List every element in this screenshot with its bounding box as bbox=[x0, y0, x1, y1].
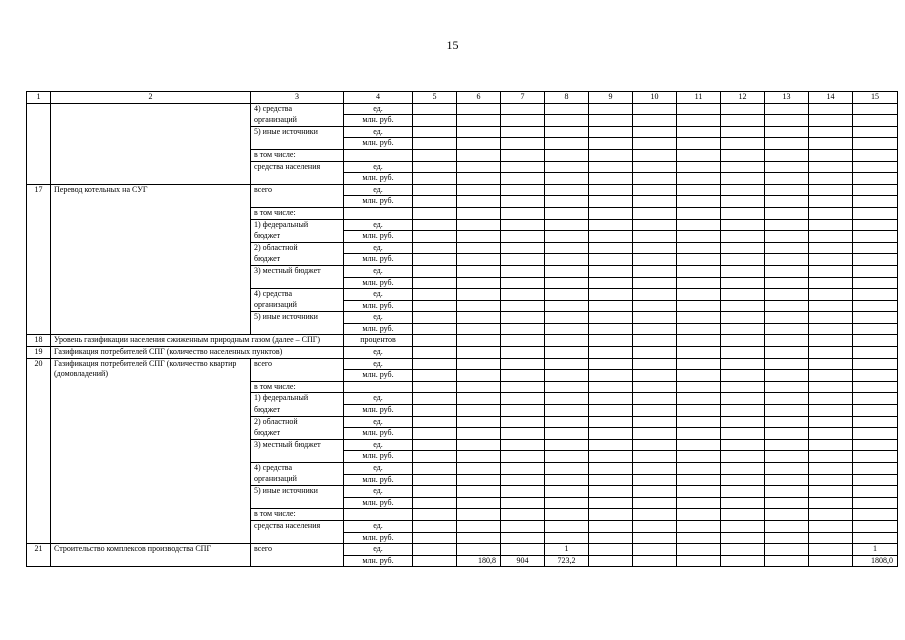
row-name-cell: Газификация потребителей СПГ (количество квартир (домовладений) bbox=[51, 358, 251, 544]
source-label: организаций bbox=[251, 474, 344, 486]
unit-cell: ед. bbox=[344, 126, 413, 138]
table-row bbox=[27, 544, 898, 556]
table-row bbox=[27, 103, 898, 115]
unit-cell: млн. руб. bbox=[344, 370, 413, 382]
unit-cell: ед. bbox=[344, 161, 413, 173]
unit-cell: ед. bbox=[344, 347, 413, 359]
source-label: 4) средства bbox=[251, 289, 344, 301]
unit-cell: млн. руб. bbox=[344, 323, 413, 335]
header-cell: 10 bbox=[633, 92, 677, 104]
unit-cell: ед. bbox=[344, 358, 413, 370]
unit-cell: млн. руб. bbox=[344, 173, 413, 185]
source-label: в том числе: bbox=[251, 509, 344, 521]
row-name-cell: Перевод котельных на СУГ bbox=[51, 184, 251, 335]
unit-cell: ед. bbox=[344, 265, 413, 277]
unit-cell: ед. bbox=[344, 520, 413, 532]
header-cell: 7 bbox=[501, 92, 545, 104]
unit-cell: млн. руб. bbox=[344, 254, 413, 266]
row-name-cell bbox=[51, 103, 251, 184]
unit-cell: млн. руб. bbox=[344, 300, 413, 312]
header-cell: 11 bbox=[677, 92, 721, 104]
unit-cell: млн. руб. bbox=[344, 474, 413, 486]
source-label: всего bbox=[251, 544, 344, 556]
table-row bbox=[27, 358, 898, 370]
unit-cell: ед. bbox=[344, 486, 413, 498]
header-cell: 6 bbox=[457, 92, 501, 104]
unit-cell: млн. руб. bbox=[344, 277, 413, 289]
source-label: 1) федеральный bbox=[251, 393, 344, 405]
value-cell: 904 bbox=[501, 555, 545, 567]
unit-cell: ед. bbox=[344, 289, 413, 301]
unit-cell: млн. руб. bbox=[344, 405, 413, 417]
unit-cell: ед. bbox=[344, 544, 413, 556]
source-label: 5) иные источники bbox=[251, 486, 344, 498]
unit-cell: ед. bbox=[344, 219, 413, 231]
unit-cell: млн. руб. bbox=[344, 138, 413, 150]
data-table bbox=[26, 91, 898, 567]
unit-cell: ед. bbox=[344, 312, 413, 324]
unit-cell: ед. bbox=[344, 416, 413, 428]
unit-cell: млн. руб. bbox=[344, 451, 413, 463]
source-label: организаций bbox=[251, 300, 344, 312]
header-cell: 2 bbox=[51, 92, 251, 104]
source-label: 5) иные источники bbox=[251, 312, 344, 324]
row-number-cell: 17 bbox=[27, 184, 51, 335]
source-label: бюджет bbox=[251, 405, 344, 417]
unit-cell: ед. bbox=[344, 242, 413, 254]
row-number-cell: 19 bbox=[27, 347, 51, 359]
row-number-cell: 20 bbox=[27, 358, 51, 544]
source-label: всего bbox=[251, 184, 344, 196]
source-label: 2) областной bbox=[251, 242, 344, 254]
header-cell: 3 bbox=[251, 92, 344, 104]
unit-cell: млн. руб. bbox=[344, 115, 413, 127]
source-label: 4) средства bbox=[251, 463, 344, 475]
row-number-cell: 18 bbox=[27, 335, 51, 347]
source-label: 1) федеральный bbox=[251, 219, 344, 231]
source-label: бюджет bbox=[251, 231, 344, 243]
header-cell: 13 bbox=[765, 92, 809, 104]
unit-cell: млн. руб. bbox=[344, 497, 413, 509]
unit-cell: млн. руб. bbox=[344, 196, 413, 208]
header-cell: 8 bbox=[545, 92, 589, 104]
row-name-cell: Уровень газификации населения сжиженным природным газом (далее – СПГ) bbox=[51, 335, 344, 347]
table-row bbox=[27, 184, 898, 196]
source-label: средства населения bbox=[251, 161, 344, 173]
unit-cell: процентов bbox=[344, 335, 413, 347]
unit-cell: ед. bbox=[344, 439, 413, 451]
source-label: 4) средства bbox=[251, 103, 344, 115]
page-number: 15 bbox=[446, 38, 459, 52]
source-label: в том числе: bbox=[251, 381, 344, 393]
header-cell: 5 bbox=[413, 92, 457, 104]
header-cell: 1 bbox=[27, 92, 51, 104]
source-label: средства населения bbox=[251, 520, 344, 532]
source-label: 3) местный бюджет bbox=[251, 265, 344, 277]
value-cell: 180,8 bbox=[457, 555, 501, 567]
source-label: в том числе: bbox=[251, 149, 344, 161]
value-cell: 723,2 bbox=[545, 555, 589, 567]
unit-cell: ед. bbox=[344, 184, 413, 196]
header-cell: 15 bbox=[853, 92, 898, 104]
value-cell: 1 bbox=[853, 544, 898, 556]
row-name-cell: Строительство комплексов производства СПГ bbox=[51, 544, 251, 567]
source-label: всего bbox=[251, 358, 344, 370]
source-label: в том числе: bbox=[251, 207, 344, 219]
unit-cell: ед. bbox=[344, 103, 413, 115]
source-label: бюджет bbox=[251, 254, 344, 266]
row-name-cell: Газификация потребителей СПГ (количество населенных пунктов) bbox=[51, 347, 344, 359]
unit-cell: ед. bbox=[344, 463, 413, 475]
source-label: организаций bbox=[251, 115, 344, 127]
header-cell: 12 bbox=[721, 92, 765, 104]
row-number-cell bbox=[27, 103, 51, 184]
header-cell: 9 bbox=[589, 92, 633, 104]
unit-cell: ед. bbox=[344, 393, 413, 405]
value-cell: 1808,0 bbox=[853, 555, 898, 567]
source-label: бюджет bbox=[251, 428, 344, 440]
row-number-cell: 21 bbox=[27, 544, 51, 567]
header-row bbox=[27, 92, 898, 104]
unit-cell: млн. руб. bbox=[344, 231, 413, 243]
source-label: 2) областной bbox=[251, 416, 344, 428]
header-cell: 4 bbox=[344, 92, 413, 104]
value-cell: 1 bbox=[545, 544, 589, 556]
unit-cell: млн. руб. bbox=[344, 532, 413, 544]
source-label: 3) местный бюджет bbox=[251, 439, 344, 451]
unit-cell: млн. руб. bbox=[344, 428, 413, 440]
header-cell: 14 bbox=[809, 92, 853, 104]
source-label: 5) иные источники bbox=[251, 126, 344, 138]
unit-cell: млн. руб. bbox=[344, 555, 413, 567]
